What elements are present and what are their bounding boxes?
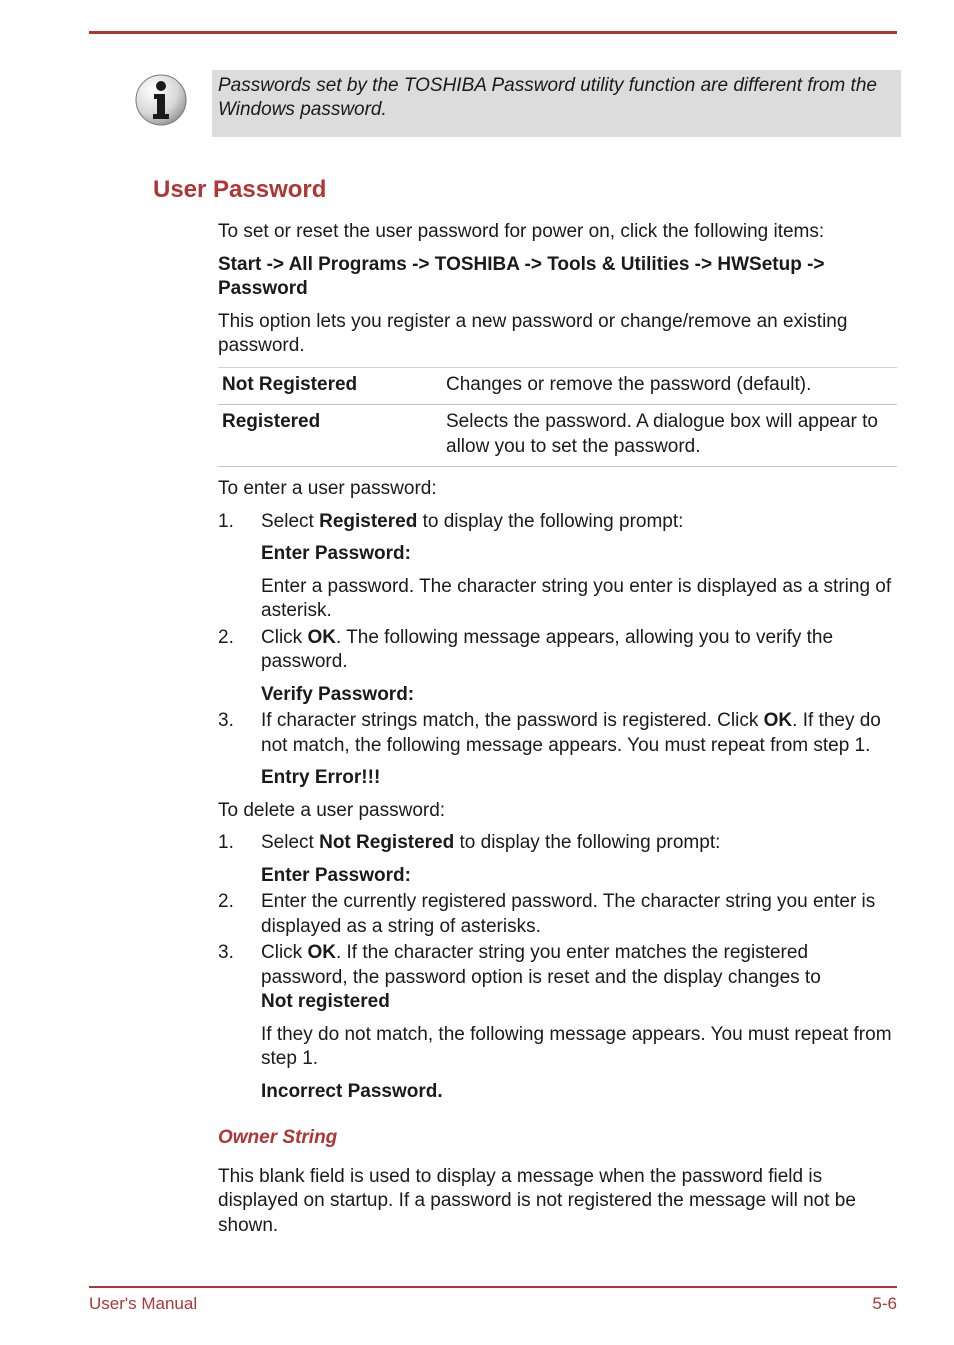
delete-intro: To delete a user password: (218, 799, 446, 821)
prompt-text: Incorrect Password. (261, 1080, 443, 1102)
step-text: Enter the currently registered password. The character string you enter is displayed as a string of asterisks. (261, 891, 876, 937)
step-text: Click (261, 942, 308, 963)
step-bold: Not Registered (319, 832, 455, 853)
step-text: to display the following prompt: (417, 510, 684, 532)
step-text: If character strings match, the password is registered. Click (261, 710, 764, 731)
prompt-text: Enter Password: (261, 864, 411, 886)
table-cell-key: Registered (222, 411, 321, 432)
list-item (218, 890, 898, 939)
table-row (218, 367, 897, 405)
enter-intro: To enter a user password: (218, 478, 437, 499)
main-content (218, 220, 898, 1238)
step-text: . If they do not match, the following message appears. You must repeat from step 1. (261, 710, 881, 756)
step-bold: OK (307, 626, 336, 648)
table-cell-key: Not Registered (222, 373, 358, 395)
step-number: 3. (218, 942, 234, 963)
step-bold: Not registered (261, 991, 390, 1012)
prompt-text: Verify Password: (261, 683, 415, 705)
menu-path: Start -> All Programs -> TOSHIBA -> Tools & Utilities -> HWSetup -> Password (218, 253, 825, 299)
footer-manual-label: User's Manual (89, 1294, 198, 1313)
step-number: 1. (218, 510, 234, 532)
list-item (218, 831, 898, 856)
list-item (218, 709, 898, 758)
table-row (218, 405, 897, 467)
table-cell-desc: Changes or remove the password (default). (446, 373, 812, 395)
step-number: 1. (218, 832, 234, 853)
note-text: Passwords set by the TOSHIBA Password utility function are different from the Windows password. (218, 75, 877, 120)
step-number: 2. (218, 626, 234, 648)
options-table (218, 367, 897, 468)
step-number: 2. (218, 891, 234, 912)
step-bold: Registered (319, 510, 418, 532)
step-text: to display the following prompt: (454, 832, 721, 853)
step-bold: OK (307, 942, 336, 963)
owner-string-text: This blank field is used to display a message when the password field is displayed on startup. If a password is not registered the message will not be shown. (218, 1165, 856, 1236)
intro-text: To set or reset the user password for power on, click the following items: (218, 221, 825, 242)
step-text: Click (261, 626, 308, 648)
step-text: Select (261, 832, 320, 853)
list-item (218, 626, 898, 675)
mismatch-text: If they do not match, the following message appears. You must repeat from step 1. (261, 1023, 892, 1069)
step-text: . The following message appears, allowing you to verify the password. (261, 626, 834, 672)
step-text: Select (261, 510, 320, 532)
page-number: 5-6 (872, 1294, 897, 1313)
section-title: User Password (153, 176, 327, 203)
note-callout (212, 70, 901, 137)
table-cell-desc: Selects the password. A dialogue box will appear to allow you to set the password. (446, 411, 878, 457)
step-number: 3. (218, 710, 234, 731)
option-description: This option lets you register a new password or change/remove an existing password. (218, 310, 848, 356)
footer-rule (89, 1286, 897, 1288)
step-bold: OK (763, 710, 793, 731)
list-item (218, 510, 898, 535)
info-icon (134, 73, 188, 127)
subsection-title: Owner String (218, 1127, 338, 1148)
step-text: . If the character string you enter matches the registered password, the password option is reset and the display changes to (261, 942, 821, 988)
prompt-text: Entry Error!!! (261, 767, 381, 788)
prompt-text: Enter Password: (261, 543, 411, 564)
header-rule (89, 31, 897, 34)
list-item (218, 941, 898, 1015)
prompt-description: Enter a password. The character string you enter is displayed as a string of asterisk. (261, 575, 892, 621)
